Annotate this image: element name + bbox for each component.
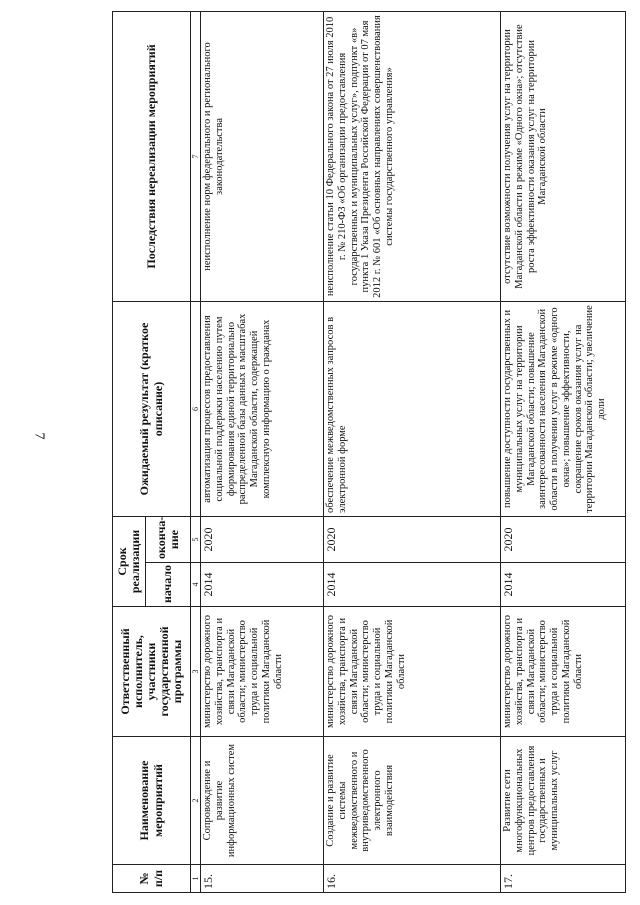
header-period: Срок реализации (113, 516, 146, 606)
header-consequence: Последствия нереализации мероприятий (113, 11, 191, 301)
row-executor: министерство дорожного хозяйства, транспорта и связи Магаданской области; министерство труда и социальной политики Магаданской области (501, 607, 626, 737)
row-name: Сопровождение и развитие информационных систем (201, 737, 324, 865)
rotated-page (112, 12, 624, 893)
header-end: оконча-ние (146, 516, 191, 562)
header-name: Наименование мероприятий (113, 737, 191, 865)
row-start: 2014 (201, 563, 324, 607)
column-number: 7 (191, 11, 201, 301)
row-number: 16. (324, 865, 501, 893)
header-num: № п/п (113, 865, 191, 893)
table-row (201, 11, 324, 892)
row-consequence: неисполнение статьи 10 Федерального закона от 27 июля 2010 г. № 210-ФЗ «Об организации предоставления государственных и муниципальных услуг», подпункт «в» пункта 1 Указа Президента Российской Федерации от 07 мая 2012 г. № 601 «Об основных направлениях совершенствования системы государственного управления» (324, 11, 501, 301)
table-row (501, 11, 626, 892)
header-executor: Ответственный исполнитель, участники государственной программы (113, 607, 191, 737)
header-row (113, 11, 146, 892)
header-start: начало (146, 563, 191, 607)
row-number: 15. (201, 865, 324, 893)
row-executor: министерство дорожного хозяйства, транспорта и связи Магаданской области; министерство труда и социальной политики Магаданской области (324, 607, 501, 737)
row-start: 2014 (501, 563, 626, 607)
row-consequence: отсутствие возможности получения услуг на территории Магаданской области в режиме «Одного окна»; отсутствие роста эффективности оказания услуг на территории Магаданской области (501, 11, 626, 301)
column-number: 1 (191, 865, 201, 893)
column-number: 3 (191, 607, 201, 737)
page-number: 7 (31, 432, 47, 440)
row-consequence: неисполнение норм федерального и регионального законодательства (201, 11, 324, 301)
column-number-row (191, 11, 201, 892)
measures-table (112, 11, 626, 893)
row-number: 17. (501, 865, 626, 893)
row-executor: министерство дорожного хозяйства, транспорта и связи Магаданской области; министерство труда и социальной политики Магаданской области (201, 607, 324, 737)
column-number: 6 (191, 301, 201, 516)
column-number: 2 (191, 737, 201, 865)
column-number: 4 (191, 563, 201, 607)
row-end: 2020 (501, 516, 626, 562)
row-result: обеспечение межведомственных запросов в электронной форме (324, 301, 501, 516)
table-row (324, 11, 501, 892)
row-result: повышение доступности государственных и муниципальных услуг на территории Магаданской области; повышение заинтересованности населения Магаданской области в получении услуг в режиме «одного окна»; повышение эффективности, сокращение сроков оказания услуг на территории Магаданской области; увеличение доли (501, 301, 626, 516)
row-start: 2014 (324, 563, 501, 607)
row-result: автоматизация процессов предоставления социальной поддержки населению путем формирования единой территориально распределенной базы данных в масштабах Магаданской области, содержащей комплексную информацию о гражданах (201, 301, 324, 516)
row-end: 2020 (324, 516, 501, 562)
row-name: Создание и развитие системы межведомственного и внутриведомственного электронного взаимодействия (324, 737, 501, 865)
header-result: Ожидаемый результат (краткое описание) (113, 301, 191, 516)
row-name: Развитие сети многофункциональных центров предоставления государственных и муниципальных услуг (501, 737, 626, 865)
column-number: 5 (191, 516, 201, 562)
row-end: 2020 (201, 516, 324, 562)
